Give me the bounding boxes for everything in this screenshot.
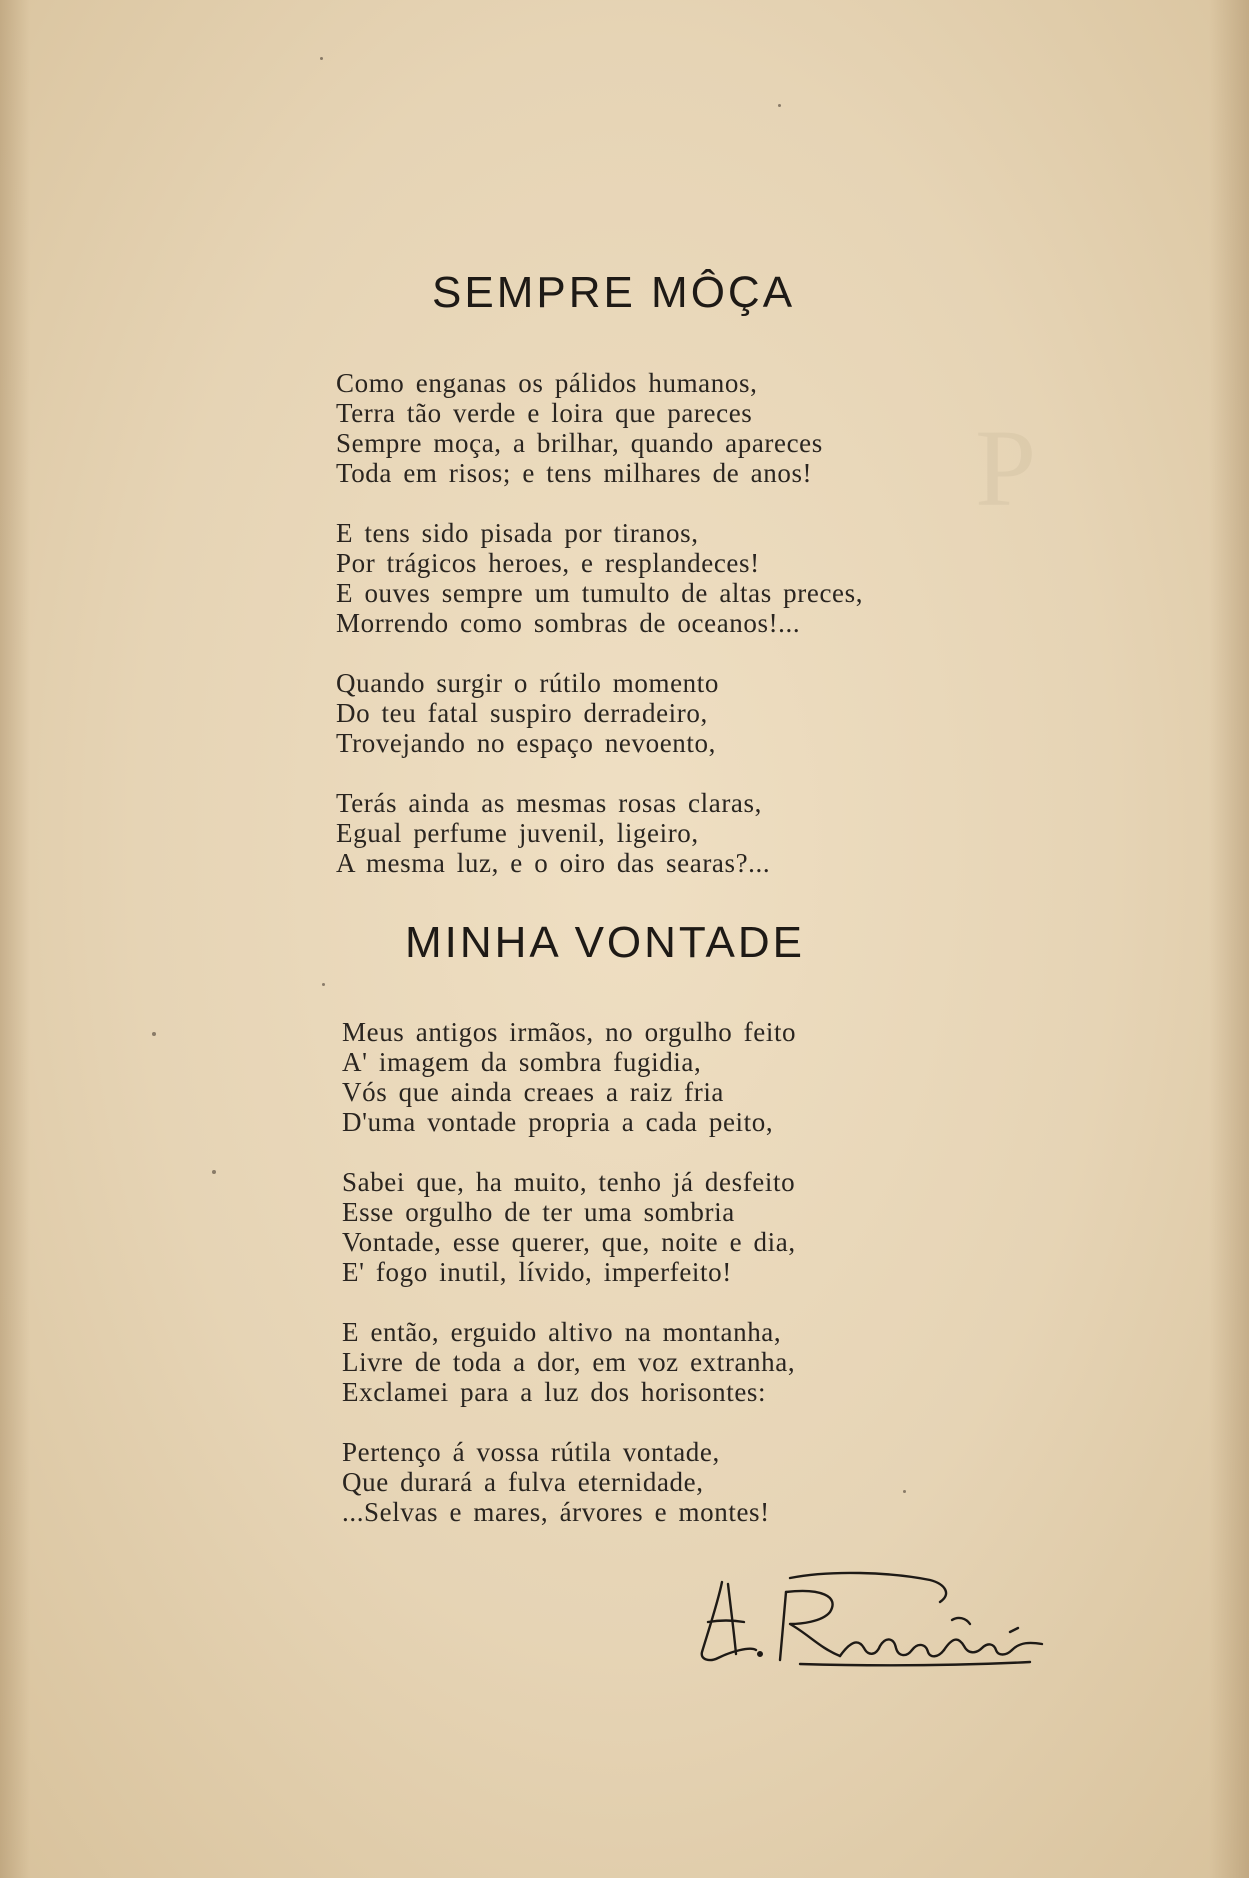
verse-line: E' fogo inutil, lívido, imperfeito! [342,1257,732,1287]
verse-line: Terás ainda as mesmas rosas claras, [336,788,762,818]
verse-line: Esse orgulho de ter uma sombria [342,1197,735,1227]
verse-line: Terra tão verde e loira que pareces [336,398,753,428]
verse-line: Morrendo como sombras de oceanos!... [336,608,801,638]
verse-line: ...Selvas e mares, árvores e montes! [342,1497,770,1527]
paper-speck [152,1032,156,1036]
verse-line: Sempre moça, a brilhar, quando apareces [336,428,823,458]
page-edge-shadow [1209,0,1249,1878]
poem-body [342,1017,796,1557]
stanza [336,368,863,488]
poem-title: SEMPRE MÔÇA [432,268,796,317]
stanza [336,668,863,758]
verse-line: E tens sido pisada por tiranos, [336,518,699,548]
page-edge-shadow [0,0,30,1878]
verse-line: A mesma luz, e o oiro das searas?... [336,848,771,878]
handwritten-signature [690,1562,1060,1672]
stanza [342,1437,796,1527]
verse-line: Como enganas os pálidos humanos, [336,368,758,398]
stanza [336,788,863,878]
verse-line: D'uma vontade propria a cada peito, [342,1107,774,1137]
poem-body [336,368,863,908]
bleed-through-letter: P [975,407,1037,529]
verse-line: Sabei que, ha muito, tenho já desfeito [342,1167,796,1197]
paper-speck [903,1490,906,1493]
verse-line: Egual perfume juvenil, ligeiro, [336,818,699,848]
stanza [342,1167,796,1287]
verse-line: Vontade, esse querer, que, noite e dia, [342,1227,796,1257]
verse-line: Por trágicos heroes, e resplandeces! [336,548,760,578]
verse-line: Quando surgir o rútilo momento [336,668,719,698]
verse-line: Pertenço á vossa rútila vontade, [342,1437,720,1467]
stanza [342,1317,796,1407]
paper-speck [322,983,325,986]
stanza [342,1017,796,1137]
verse-line: A' imagem da sombra fugidia, [342,1047,702,1077]
verse-line: Livre de toda a dor, em voz extranha, [342,1347,796,1377]
paper-speck [778,104,781,107]
verse-line: Toda em risos; e tens milhares de anos! [336,458,813,488]
poem-title: MINHA VONTADE [405,918,806,967]
verse-line: Meus antigos irmãos, no orgulho feito [342,1017,797,1047]
paper-speck [212,1170,216,1174]
verse-line: E ouves sempre um tumulto de altas preces, [336,578,864,608]
verse-line: Vós que ainda creaes a raiz fria [342,1077,725,1107]
verse-line: E então, erguido altivo na montanha, [342,1317,782,1347]
verse-line: Trovejando no espaço nevoento, [336,728,716,758]
paper-speck [320,57,323,60]
verse-line: Que durará a fulva eternidade, [342,1467,704,1497]
verse-line: Do teu fatal suspiro derradeiro, [336,698,708,728]
verse-line: Exclamei para a luz dos horisontes: [342,1377,767,1407]
stanza [336,518,863,638]
